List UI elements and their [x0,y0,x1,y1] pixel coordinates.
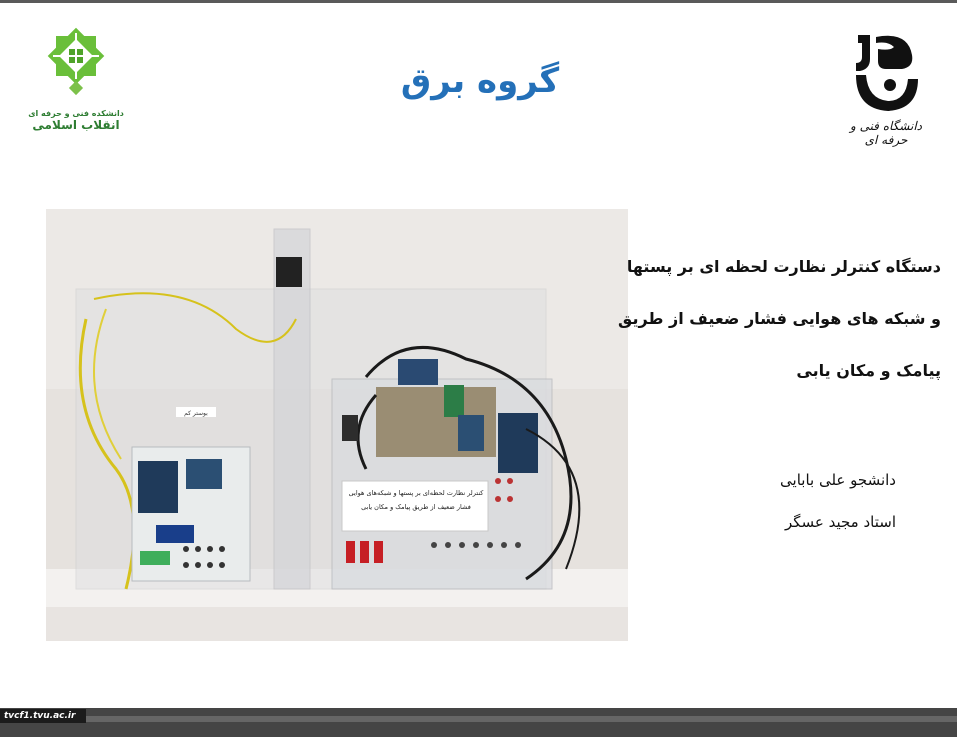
university-emblem-icon [846,29,926,115]
right-logo-caption: دانشگاه فنی و حرفه ای [849,119,923,147]
left-logo-caption-small: دانشکده فنی و حرفه ای [28,109,124,118]
svg-text:فشار ضعیف از طریق پیامک و مکان: فشار ضعیف از طریق پیامک و مکان یابی [361,503,471,511]
slide [0,3,957,708]
project-photo [46,209,628,641]
project-description [618,241,941,397]
description-line-3: پیامک و مکان یابی [796,361,941,380]
footer-bar [0,708,957,737]
description-line-1: دستگاه کنترلر نظارت لحظه ای بر پستها [626,257,941,276]
footer-site-label[interactable]: tvcf1.tvu.ac.ir [0,709,86,723]
left-logo [28,25,124,155]
advisor-name: استاد مجید عسگر [784,513,896,531]
description-line-2: و شبکه های هوایی فشار ضعیف از طریق [618,309,941,328]
footer-stripe [0,716,957,722]
photo-tag-text: بوستر کم [184,410,208,417]
left-logo-caption-big: انقلاب اسلامی [32,118,120,132]
student-name: دانشجو علی بابایی [780,471,896,489]
svg-text:کنترلر نظارت لحظه‌ای بر پستها: کنترلر نظارت لحظه‌ای بر پستها و شبکه‌های هوایی [348,489,484,497]
green-star-emblem-icon [31,25,121,107]
page-title: گروه برق [400,61,560,101]
right-logo [840,29,932,149]
credits [700,459,896,543]
